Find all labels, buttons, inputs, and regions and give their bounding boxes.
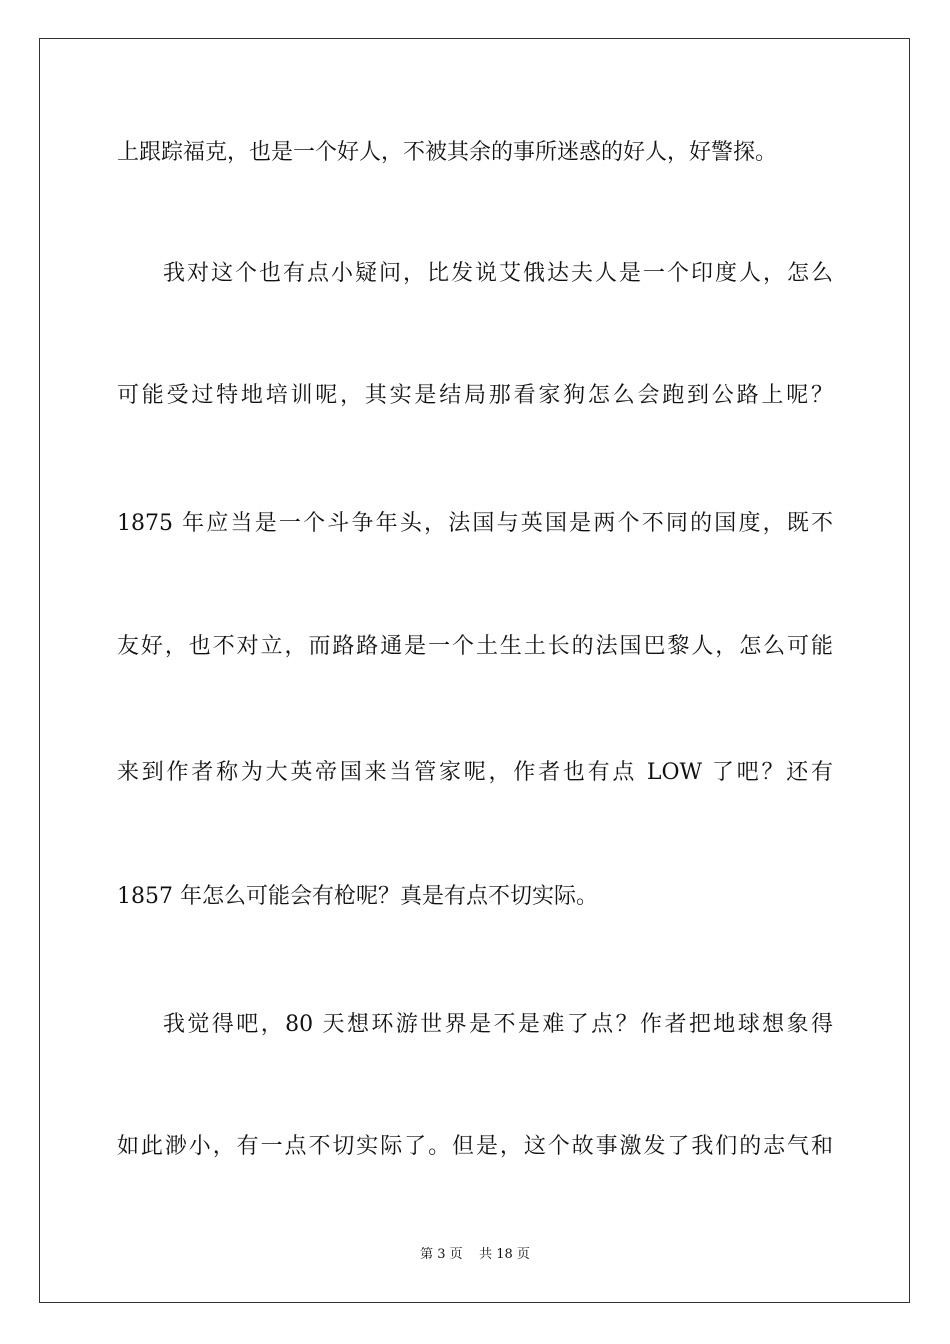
text-line: 我觉得吧，80 天想环游世界是不是难了点？作者把地球想象得 bbox=[163, 1012, 833, 1037]
text-line: 可能受过特地培训呢，其实是结局那看家狗怎么会跑到公路上呢？ bbox=[117, 383, 833, 408]
text-line: 1875 年应当是一个斗争年头，法国与英国是两个不同的国度，既不 bbox=[117, 511, 833, 536]
page-number-footer: 第 3 页 共 18 页 bbox=[420, 1247, 530, 1262]
text-line: 友好，也不对立，而路路通是一个土生土长的法国巴黎人，怎么可能 bbox=[117, 634, 833, 659]
text-line: 来到作者称为大英帝国来当管家呢，作者也有点 LOW 了吧？还有 bbox=[117, 760, 833, 785]
text-line: 1857 年怎么可能会有枪呢？真是有点不切实际。 bbox=[117, 884, 598, 909]
text-line: 如此渺小，有一点不切实际了。但是，这个故事激发了我们的志气和 bbox=[117, 1134, 833, 1159]
text-line: 我对这个也有点小疑问，比发说艾俄达夫人是一个印度人，怎么 bbox=[163, 261, 833, 286]
page-frame bbox=[39, 38, 910, 1303]
text-line: 上跟踪福克，也是一个好人，不被其余的事所迷惑的好人，好警探。 bbox=[117, 140, 778, 165]
